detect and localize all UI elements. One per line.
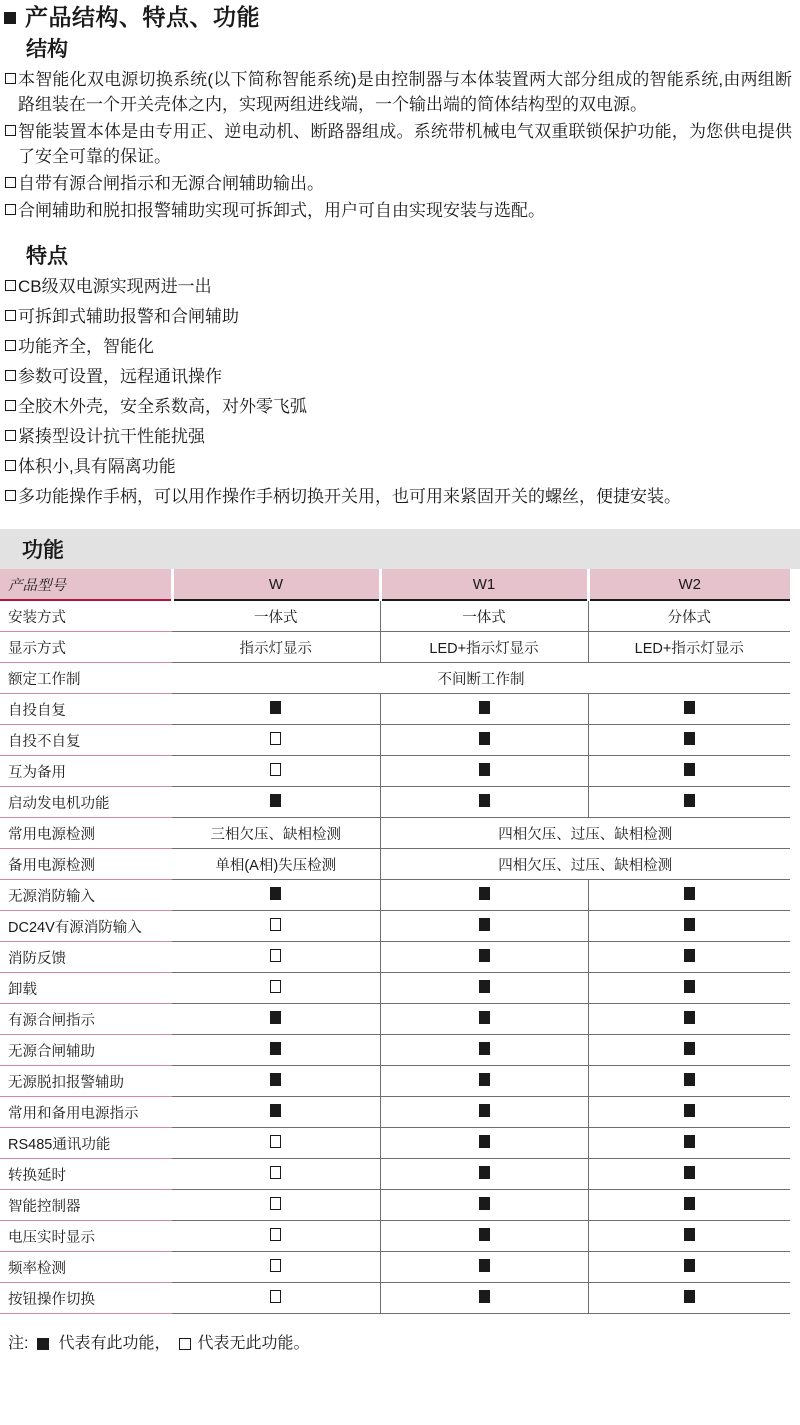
- list-item-text: 紧揍型设计抗干性能扰强: [18, 427, 205, 447]
- row-value-w: [172, 880, 380, 911]
- filled-square-icon: [684, 1104, 695, 1117]
- row-value-w2: [588, 725, 790, 756]
- list-item: [5, 198, 792, 223]
- filled-square-icon: [479, 1197, 490, 1210]
- filled-square-icon: [684, 1166, 695, 1179]
- table-row: [0, 880, 790, 911]
- row-value-w: 指示灯显示: [172, 632, 380, 663]
- filled-square-icon: [479, 1166, 490, 1179]
- table-note: [0, 1314, 800, 1352]
- filled-square-icon: [270, 1073, 281, 1086]
- note-prefix: 注:: [8, 1335, 29, 1353]
- row-label: RS485通讯功能: [0, 1128, 172, 1159]
- table-row: [0, 663, 790, 694]
- filled-square-icon: [270, 1042, 281, 1055]
- row-value-w1: [380, 1283, 588, 1314]
- row-value-w: [172, 1128, 380, 1159]
- section-heading-features: 特点: [26, 245, 68, 269]
- row-value-w2: [588, 1097, 790, 1128]
- row-value-w2: [588, 911, 790, 942]
- page-title: [0, 0, 800, 29]
- filled-square-icon: [270, 887, 281, 900]
- row-value-w: [172, 787, 380, 818]
- table-row: [0, 973, 790, 1004]
- filled-square-icon: [684, 701, 695, 714]
- filled-square-icon: [684, 1011, 695, 1024]
- table-head: [0, 569, 790, 600]
- row-label: 智能控制器: [0, 1190, 172, 1221]
- row-value-w1: [380, 880, 588, 911]
- list-item: [5, 424, 792, 449]
- hollow-square-icon: [270, 1135, 281, 1148]
- filled-square-icon: [479, 701, 490, 714]
- filled-square-icon: [684, 1259, 695, 1272]
- filled-square-icon: [684, 1290, 695, 1303]
- list-item-text: CB级双电源实现两进一出: [18, 277, 212, 297]
- list-item: [5, 334, 792, 359]
- hollow-square-icon: [270, 918, 281, 931]
- list-item: [5, 274, 792, 299]
- list-item-text: 可拆卸式辅助报警和合闸辅助: [18, 307, 239, 327]
- table-row: [0, 1190, 790, 1221]
- row-value-w2: [588, 1035, 790, 1066]
- list-item-text: 智能装置本体是由专用正、逆电动机、断路器组成。系统带机械电气双重联锁保护功能，为您供电提供了安全可靠的保证。: [18, 122, 792, 167]
- row-value-w2: 分体式: [588, 600, 790, 632]
- row-label: 电压实时显示: [0, 1221, 172, 1252]
- row-value-w2: [588, 973, 790, 1004]
- note-filled-text: 代表有此功能，: [58, 1335, 171, 1353]
- hollow-square-icon: [5, 400, 16, 411]
- row-value-w1-w2: 四相欠压、过压、缺相检测: [380, 818, 790, 849]
- row-value-w1: [380, 911, 588, 942]
- list-item: [5, 454, 792, 479]
- row-value-w: [172, 1004, 380, 1035]
- row-label: 无源脱扣报警辅助: [0, 1066, 172, 1097]
- row-value-w1: [380, 1128, 588, 1159]
- list-item-text: 功能齐全，智能化: [18, 337, 154, 357]
- filled-square-icon: [684, 1073, 695, 1086]
- row-value-w1: [380, 1252, 588, 1283]
- list-item: [5, 171, 792, 196]
- table-row: [0, 1221, 790, 1252]
- filled-square-icon: [684, 1135, 695, 1148]
- row-label: DC24V有源消防输入: [0, 911, 172, 942]
- section-heading-structure: 结构: [26, 38, 68, 61]
- row-label: 额定工作制: [0, 663, 172, 694]
- row-value-w: 三相欠压、缺相检测: [172, 818, 380, 849]
- row-value-w2: [588, 1004, 790, 1035]
- function-section-band: [0, 529, 800, 569]
- row-value-w2: LED+指示灯显示: [588, 632, 790, 663]
- row-label: 无源合闸辅助: [0, 1035, 172, 1066]
- filled-square-icon: [684, 1228, 695, 1241]
- row-value-w1: [380, 942, 588, 973]
- column-header-w1: W1: [380, 569, 588, 600]
- row-value-w: [172, 725, 380, 756]
- list-item-text: 合闸辅助和脱扣报警辅助实现可拆卸式，用户可自由实现安装与选配。: [18, 201, 545, 221]
- table-row: [0, 787, 790, 818]
- table-row: [0, 911, 790, 942]
- row-value-w1: [380, 1066, 588, 1097]
- hollow-square-icon: [5, 280, 16, 291]
- hollow-square-icon: [270, 1290, 281, 1303]
- row-value-w1: [380, 1159, 588, 1190]
- filled-square-icon: [479, 980, 490, 993]
- features-list: [0, 274, 800, 509]
- filled-square-icon: [479, 732, 490, 745]
- list-item: [5, 394, 792, 419]
- row-value-w2: [588, 942, 790, 973]
- row-value-w2: [588, 694, 790, 725]
- row-label: 转换延时: [0, 1159, 172, 1190]
- row-label: 显示方式: [0, 632, 172, 663]
- hollow-square-icon: [270, 949, 281, 962]
- row-value-w2: [588, 880, 790, 911]
- row-value-w2: [588, 1221, 790, 1252]
- filled-square-icon: [270, 1011, 281, 1024]
- filled-square-icon: [684, 732, 695, 745]
- row-value-w: 单相(A相)失压检测: [172, 849, 380, 880]
- list-item-text: 参数可设置，远程通讯操作: [18, 367, 222, 387]
- row-value-w1: [380, 725, 588, 756]
- filled-square-icon: [479, 1104, 490, 1117]
- row-value-w1-w2: 四相欠压、过压、缺相检测: [380, 849, 790, 880]
- table-row: [0, 600, 790, 632]
- table-header-row: [0, 569, 790, 600]
- list-item: [5, 304, 792, 329]
- filled-square-icon: [479, 1259, 490, 1272]
- row-value-w1: [380, 973, 588, 1004]
- table-row: [0, 1097, 790, 1128]
- row-label: 常用和备用电源指示: [0, 1097, 172, 1128]
- row-value-w: 一体式: [172, 600, 380, 632]
- row-value-w: [172, 1159, 380, 1190]
- filled-square-icon: [479, 1042, 490, 1055]
- hollow-square-icon: [5, 430, 16, 441]
- note-empty-text: 代表无此功能。: [197, 1335, 310, 1353]
- row-label: 消防反馈: [0, 942, 172, 973]
- row-value-w2: [588, 1159, 790, 1190]
- row-value-w: [172, 1066, 380, 1097]
- filled-square-icon: [479, 763, 490, 776]
- row-value-w: [172, 1097, 380, 1128]
- filled-square-icon: [479, 887, 490, 900]
- filled-square-icon: [270, 1104, 281, 1117]
- list-item-text: 全胶木外壳，安全系数高，对外零飞弧: [18, 397, 307, 417]
- hollow-square-icon: [270, 763, 281, 776]
- hollow-square-icon: [179, 1338, 191, 1350]
- row-label: 自投自复: [0, 694, 172, 725]
- filled-square-icon: [684, 887, 695, 900]
- row-label: 卸载: [0, 973, 172, 1004]
- row-label: 有源合闸指示: [0, 1004, 172, 1035]
- list-item: [5, 484, 792, 509]
- hollow-square-icon: [5, 370, 16, 381]
- row-value-w1: 一体式: [380, 600, 588, 632]
- table-row: [0, 1252, 790, 1283]
- row-value-w: [172, 942, 380, 973]
- column-header-w: W: [172, 569, 380, 600]
- row-label: 无源消防输入: [0, 880, 172, 911]
- filled-square-icon: [479, 1011, 490, 1024]
- row-value-w1: [380, 1004, 588, 1035]
- row-value-w: [172, 756, 380, 787]
- row-label: 安装方式: [0, 600, 172, 632]
- row-value-w2: [588, 1283, 790, 1314]
- row-value-w1: [380, 1035, 588, 1066]
- row-value-w: [172, 1252, 380, 1283]
- row-label: 启动发电机功能: [0, 787, 172, 818]
- table-row: [0, 942, 790, 973]
- row-label: 备用电源检测: [0, 849, 172, 880]
- filled-square-icon: [270, 701, 281, 714]
- table-body: [0, 600, 790, 1314]
- function-section-label: 功能: [22, 539, 64, 563]
- hollow-square-icon: [5, 490, 16, 501]
- row-value-w2: [588, 756, 790, 787]
- hollow-square-icon: [5, 460, 16, 471]
- list-item-text: 体积小,具有隔离功能: [18, 457, 176, 477]
- specification-table: [0, 569, 790, 1314]
- hollow-square-icon: [5, 340, 16, 351]
- row-value-w1: [380, 787, 588, 818]
- row-value-w: [172, 973, 380, 1004]
- hollow-square-icon: [270, 732, 281, 745]
- hollow-square-icon: [5, 125, 16, 136]
- row-label: 常用电源检测: [0, 818, 172, 849]
- filled-square-icon: [684, 794, 695, 807]
- structure-list: [0, 67, 800, 223]
- table-row: [0, 849, 790, 880]
- table-row: [0, 694, 790, 725]
- filled-square-icon: [479, 1290, 490, 1303]
- row-value-w1: [380, 1097, 588, 1128]
- row-label: 自投不自复: [0, 725, 172, 756]
- filled-square-icon: [479, 1228, 490, 1241]
- filled-square-icon: [684, 949, 695, 962]
- row-value-all: 不间断工作制: [172, 663, 790, 694]
- filled-square-icon: [684, 763, 695, 776]
- row-value-w: [172, 1283, 380, 1314]
- row-value-w1: [380, 694, 588, 725]
- row-value-w: [172, 694, 380, 725]
- hollow-square-icon: [270, 1197, 281, 1210]
- filled-square-icon: [684, 1197, 695, 1210]
- row-value-w2: [588, 1252, 790, 1283]
- filled-square-icon: [479, 918, 490, 931]
- row-value-w2: [588, 1128, 790, 1159]
- list-item-text: 自带有源合闸指示和无源合闸辅助输出。: [18, 174, 324, 194]
- filled-square-icon: [479, 1135, 490, 1148]
- hollow-square-icon: [5, 177, 16, 188]
- filled-square-icon: [684, 980, 695, 993]
- filled-square-icon: [270, 794, 281, 807]
- hollow-square-icon: [270, 1166, 281, 1179]
- hollow-square-icon: [270, 1259, 281, 1272]
- row-value-w1: [380, 1190, 588, 1221]
- table-row: [0, 1066, 790, 1097]
- filled-square-icon: [4, 12, 16, 24]
- table-row: [0, 1004, 790, 1035]
- hollow-square-icon: [5, 310, 16, 321]
- row-label: 互为备用: [0, 756, 172, 787]
- filled-square-icon: [479, 949, 490, 962]
- table-row: [0, 1159, 790, 1190]
- list-item: [5, 67, 792, 117]
- row-value-w: [172, 911, 380, 942]
- row-value-w2: [588, 1190, 790, 1221]
- table-row: [0, 725, 790, 756]
- table-row: [0, 1128, 790, 1159]
- table-row: [0, 1283, 790, 1314]
- table-row: [0, 632, 790, 663]
- row-value-w1: [380, 1221, 588, 1252]
- hollow-square-icon: [270, 980, 281, 993]
- list-item-text: 多功能操作手柄，可以用作操作手柄切换开关用，也可用来紧固开关的螺丝，便捷安装。: [18, 487, 681, 507]
- page-title-text: 产品结构、特点、功能: [25, 4, 260, 30]
- column-header-model: 产品型号: [0, 569, 172, 600]
- filled-square-icon: [37, 1338, 49, 1350]
- row-label: 频率检测: [0, 1252, 172, 1283]
- filled-square-icon: [479, 1073, 490, 1086]
- filled-square-icon: [684, 1042, 695, 1055]
- row-value-w: [172, 1035, 380, 1066]
- hollow-square-icon: [5, 204, 16, 215]
- row-value-w1: [380, 756, 588, 787]
- row-value-w: [172, 1190, 380, 1221]
- row-value-w2: [588, 1066, 790, 1097]
- list-item: [5, 119, 792, 169]
- filled-square-icon: [479, 794, 490, 807]
- hollow-square-icon: [270, 1228, 281, 1241]
- filled-square-icon: [684, 918, 695, 931]
- hollow-square-icon: [5, 73, 16, 84]
- row-label: 按钮操作切换: [0, 1283, 172, 1314]
- table-row: [0, 1035, 790, 1066]
- table-row: [0, 756, 790, 787]
- list-item: [5, 364, 792, 389]
- column-header-w2: W2: [588, 569, 790, 600]
- list-item-text: 本智能化双电源切换系统(以下简称智能系统)是由控制器与本体装置两大部分组成的智能系统,由两组断路组装在一个开关壳体之内，实现两组进线端，一个输出端的简体结构型的双电源。: [18, 70, 792, 115]
- table-row: [0, 818, 790, 849]
- row-value-w: [172, 1221, 380, 1252]
- row-value-w2: [588, 787, 790, 818]
- row-value-w1: LED+指示灯显示: [380, 632, 588, 663]
